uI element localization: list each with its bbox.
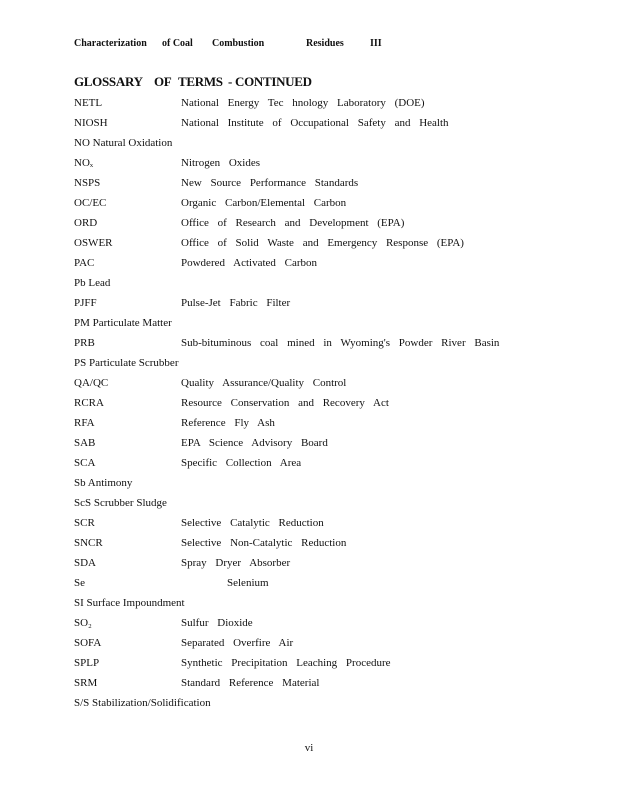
glossary-abbreviation: SNCR	[74, 537, 103, 549]
glossary-definition: Reference Fly Ash	[181, 417, 275, 429]
page-number: vi	[304, 742, 314, 754]
header-text: Combustion	[212, 38, 265, 49]
glossary-abbreviation: ScS Scrubber Sludge	[74, 497, 167, 509]
glossary-definition: National Institute of Occupational Safety and Health	[181, 117, 449, 129]
glossary-abbreviation: SCR	[74, 517, 95, 529]
glossary-definition: Synthetic Precipitation Leaching Procedure	[181, 657, 391, 669]
header-text: Characterization	[74, 38, 147, 49]
glossary-abbreviation: SDA	[74, 557, 97, 569]
glossary-definition: EPA Science Advisory Board	[181, 437, 328, 449]
glossary-definition: Resource Conservation and Recovery Act	[181, 397, 389, 409]
glossary-definition: Selenium	[227, 577, 269, 589]
glossary-abbreviation: ORD	[74, 217, 98, 229]
title-word: - CONTINUED	[228, 74, 312, 89]
header-text: of Coal	[162, 38, 193, 49]
glossary-abbreviation: NETL	[74, 97, 103, 109]
glossary-definition: Nitrogen Oxides	[181, 157, 261, 169]
glossary-abbreviation: Pb Lead	[74, 277, 111, 289]
glossary-abbreviation: PJFF	[74, 297, 97, 309]
glossary-abbreviation: Sb Antimony	[74, 477, 133, 489]
glossary-definition: Separated Overfire Air	[181, 637, 294, 649]
title-word: OF	[154, 74, 172, 89]
glossary-abbreviation: PRB	[74, 337, 95, 349]
title-word: GLOSSARY	[74, 74, 143, 89]
header-text: Residues	[306, 38, 344, 49]
glossary-definition: Quality Assurance/Quality Control	[181, 377, 347, 389]
glossary-definition: Sub-bituminous coal mined in Wyoming's Powder River Basin	[181, 337, 500, 349]
glossary-abbreviation: RFA	[74, 417, 95, 429]
glossary-abbreviation: NIOSH	[74, 117, 108, 129]
glossary-title	[74, 74, 312, 90]
glossary-abbreviation: NSPS	[74, 177, 101, 189]
glossary-definition: Powdered Activated Carbon	[181, 257, 318, 269]
glossary-abbreviation: NOₓ	[74, 157, 94, 169]
glossary-abbreviation: SRM	[74, 677, 98, 689]
glossary-definition: New Source Performance Standards	[181, 177, 359, 189]
glossary-abbreviation: PS Particulate Scrubber	[74, 357, 179, 369]
glossary-abbreviation: PAC	[74, 257, 95, 269]
glossary-abbreviation: SO₂	[74, 617, 92, 629]
glossary-definition: Office of Research and Development (EPA)	[181, 217, 405, 229]
running-header	[74, 38, 382, 49]
glossary-definition: Pulse-Jet Fabric Filter	[181, 297, 291, 309]
glossary-definition: Spray Dryer Absorber	[181, 557, 291, 569]
glossary-definition: National Energy Tec hnology Laboratory (DOE)	[181, 97, 425, 109]
glossary-abbreviation: SAB	[74, 437, 96, 449]
glossary-definition: Standard Reference Material	[181, 677, 320, 689]
glossary-abbreviation: SI Surface Impoundment	[74, 597, 185, 609]
glossary-definition: Office of Solid Waste and Emergency Response (EPA)	[181, 237, 464, 249]
header-text: III	[370, 38, 382, 49]
glossary-abbreviation: SCA	[74, 457, 96, 469]
glossary-abbreviation: Se	[74, 577, 85, 589]
glossary-abbreviation: OC/EC	[74, 197, 107, 209]
title-word: TERMS	[178, 74, 223, 89]
glossary-abbreviation: SOFA	[74, 637, 102, 649]
glossary-definition: Selective Non-Catalytic Reduction	[181, 537, 347, 549]
glossary-abbreviation: QA/QC	[74, 377, 109, 389]
glossary-abbreviation: NO Natural Oxidation	[74, 137, 173, 149]
glossary-abbreviation: S/S Stabilization/Solidification	[74, 697, 211, 709]
glossary-abbreviation: SPLP	[74, 657, 100, 669]
glossary-abbreviation: PM Particulate Matter	[74, 317, 172, 329]
glossary-definition: Selective Catalytic Reduction	[181, 517, 324, 529]
glossary-abbreviation: OSWER	[74, 237, 113, 249]
glossary-definition: Sulfur Dioxide	[181, 617, 253, 629]
glossary-definition: Specific Collection Area	[181, 457, 302, 469]
glossary-abbreviation: RCRA	[74, 397, 104, 409]
glossary-definition: Organic Carbon/Elemental Carbon	[181, 197, 347, 209]
